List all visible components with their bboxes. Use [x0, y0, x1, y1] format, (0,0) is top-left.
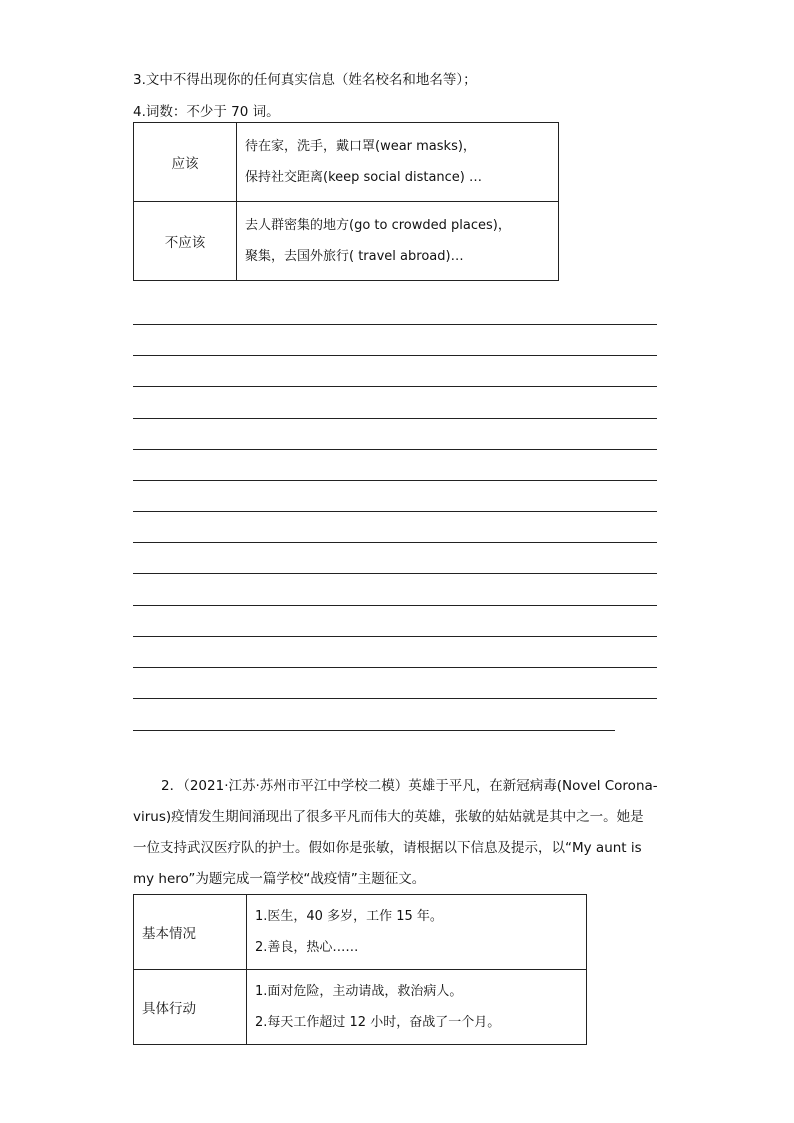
content-line: 待在家，洗手，戴口罩(wear masks)， — [245, 139, 476, 154]
writing-line[interactable] — [133, 480, 657, 481]
row-content-actions — [247, 970, 587, 1045]
content-line: 保持社交距离(keep social distance) … — [245, 170, 483, 185]
table-row — [134, 970, 587, 1045]
content-line: 1.医生，40 多岁，工作 15 年。 — [255, 909, 443, 924]
writing-line[interactable] — [133, 418, 657, 419]
table-row — [134, 202, 559, 281]
requirement-3: 3.文中不得出现你的任何真实信息（姓名校名和地名等）； — [133, 72, 477, 88]
content-line: 聚集，去国外旅行( travel abroad)… — [245, 249, 464, 264]
writing-line[interactable] — [133, 730, 615, 731]
content-line: 去人群密集的地方(go to crowded places)， — [245, 218, 511, 233]
writing-line[interactable] — [133, 605, 657, 606]
row-content-should — [237, 123, 559, 202]
question-2-prompt — [133, 771, 657, 895]
row-content-should-not — [237, 202, 559, 281]
row-content-basic-info — [247, 895, 587, 970]
writing-line[interactable] — [133, 542, 657, 543]
prompt-line: 一位支持武汉医疗队的护士。假如你是张敏，请根据以下信息及提示，以“My aunt is — [133, 840, 642, 856]
writing-line[interactable] — [133, 636, 657, 637]
row-label-should: 应该 — [134, 123, 237, 202]
info-table — [133, 894, 587, 1045]
writing-line[interactable] — [133, 355, 657, 356]
row-label-should-not: 不应该 — [134, 202, 237, 281]
row-label-basic-info: 基本情况 — [134, 895, 247, 970]
content-line: 2.每天工作超过 12 小时，奋战了一个月。 — [255, 1015, 501, 1030]
guideline-table — [133, 122, 559, 281]
prompt-line: virus)疫情发生期间涌现出了很多平凡而伟大的英雄，张敏的姑姑就是其中之一。她是 — [133, 809, 644, 825]
writing-line[interactable] — [133, 511, 657, 512]
table-row — [134, 123, 559, 202]
writing-line[interactable] — [133, 667, 657, 668]
writing-line[interactable] — [133, 449, 657, 450]
writing-line[interactable] — [133, 698, 657, 699]
requirement-4: 4.词数：不少于 70 词。 — [133, 104, 280, 120]
table-row — [134, 895, 587, 970]
prompt-line: 2．（2021·江苏·苏州市平江中学校二模）英雄于平凡，在新冠病毒(Novel Corona- — [161, 778, 658, 794]
writing-line[interactable] — [133, 573, 657, 574]
content-line: 1.面对危险，主动请战，救治病人。 — [255, 984, 463, 999]
prompt-line: my hero”为题完成一篇学校“战疫情”主题征文。 — [133, 871, 426, 887]
writing-line[interactable] — [133, 386, 657, 387]
content-line: 2.善良，热心…… — [255, 940, 359, 955]
writing-line[interactable] — [133, 324, 657, 325]
row-label-actions: 具体行动 — [134, 970, 247, 1045]
